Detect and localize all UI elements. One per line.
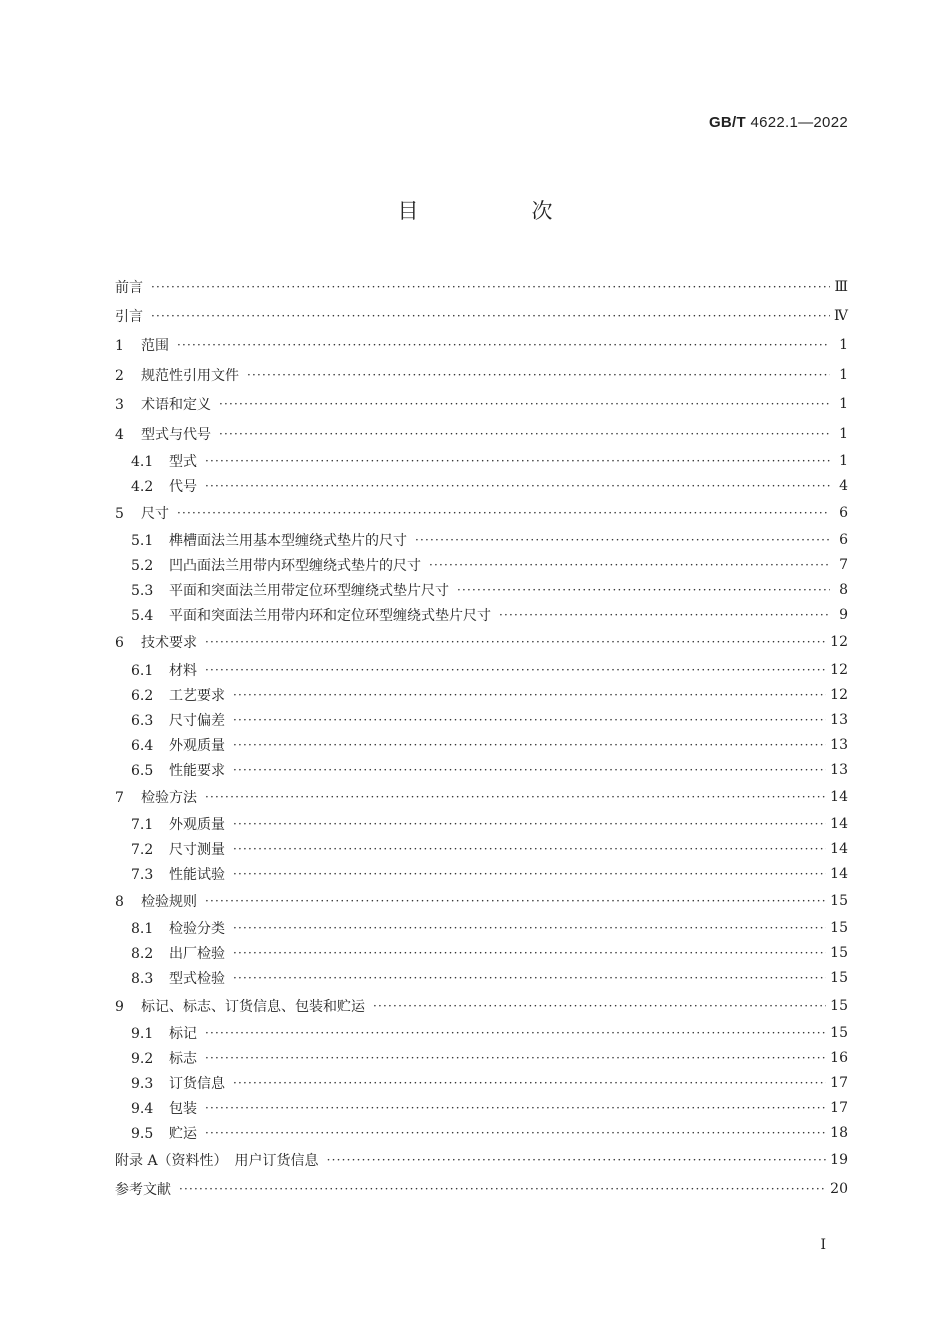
toc-entry-lead bbox=[115, 580, 449, 600]
toc-entry-label: 术语和定义 bbox=[141, 397, 211, 414]
toc-entry-lead bbox=[115, 1023, 197, 1043]
toc-entry-number: 4.2 bbox=[131, 478, 154, 495]
toc-entry-lead bbox=[115, 424, 211, 444]
toc-entry-number: 7.1 bbox=[131, 817, 154, 834]
toc-leader-dots bbox=[177, 338, 830, 352]
toc-entry-lead bbox=[115, 530, 407, 550]
toc-leader-dots bbox=[205, 635, 826, 649]
toc-entry-page: 8 bbox=[839, 582, 848, 599]
toc-leader-dots bbox=[233, 842, 826, 856]
toc-entry[interactable] bbox=[115, 498, 848, 527]
toc-leader-dots bbox=[457, 583, 830, 597]
toc-leader-dots bbox=[373, 999, 826, 1013]
toc-entry-page: 6 bbox=[839, 532, 848, 549]
toc-entry[interactable] bbox=[115, 757, 848, 782]
toc-entry[interactable] bbox=[115, 991, 848, 1020]
toc-leader-dots bbox=[415, 533, 830, 547]
toc-entry-number: 6.5 bbox=[131, 762, 154, 779]
toc-entry-label: 尺寸偏差 bbox=[169, 712, 225, 729]
toc-entry-page: 17 bbox=[830, 1099, 848, 1116]
toc-entry-lead bbox=[115, 891, 197, 911]
toc-entry-page: Ⅲ bbox=[834, 278, 848, 295]
toc-entry[interactable] bbox=[115, 941, 848, 966]
toc-entry-lead bbox=[115, 943, 225, 963]
toc-entry-lead bbox=[115, 660, 197, 680]
toc-entry-page: 12 bbox=[830, 634, 848, 651]
toc-entry[interactable] bbox=[115, 360, 848, 389]
toc-entry-lead bbox=[115, 605, 491, 625]
toc-entry-label: 附录 A（资料性） 用户订货信息 bbox=[115, 1152, 319, 1169]
toc-leader-dots bbox=[179, 1182, 826, 1196]
toc-leader-dots bbox=[205, 1026, 826, 1040]
toc-leader-dots bbox=[219, 397, 830, 411]
toc-entry[interactable] bbox=[115, 301, 848, 330]
toc-entry-label: 性能要求 bbox=[169, 762, 225, 779]
toc-leader-dots bbox=[233, 867, 826, 881]
toc-entry-lead bbox=[115, 814, 225, 834]
toc-entry-number: 5.4 bbox=[131, 608, 154, 625]
toc-leader-dots bbox=[205, 454, 830, 468]
toc-entry[interactable] bbox=[115, 603, 848, 628]
toc-entry-lead bbox=[115, 555, 421, 575]
toc-entry-number: 6.3 bbox=[131, 712, 154, 729]
toc-entry[interactable] bbox=[115, 707, 848, 732]
toc-leader-dots bbox=[205, 1126, 826, 1140]
toc-entry[interactable] bbox=[115, 916, 848, 941]
toc-entry-label: 型式与代号 bbox=[141, 426, 211, 443]
toc-entry-label: 检验方法 bbox=[141, 789, 197, 806]
toc-entry-lead bbox=[115, 864, 225, 884]
toc-leader-dots bbox=[205, 790, 826, 804]
toc-entry-page: 15 bbox=[830, 970, 848, 987]
toc-entry-number: 9.5 bbox=[131, 1125, 154, 1142]
toc-leader-dots bbox=[205, 1051, 826, 1065]
toc-entry[interactable] bbox=[115, 473, 848, 498]
toc-entry-lead bbox=[115, 839, 225, 859]
toc-leader-dots bbox=[499, 608, 830, 622]
toc-entry-page: 15 bbox=[830, 997, 848, 1014]
toc-entry-page: 12 bbox=[830, 661, 848, 678]
toc-entry-lead bbox=[115, 996, 365, 1016]
toc-entry[interactable] bbox=[115, 1175, 848, 1204]
toc-entry-lead bbox=[115, 787, 197, 807]
toc-leader-dots bbox=[205, 894, 826, 908]
toc-entry-number: 1 bbox=[115, 338, 124, 355]
toc-entry-page: 12 bbox=[830, 686, 848, 703]
toc-entry[interactable] bbox=[115, 331, 848, 360]
toc-entry-page: 1 bbox=[839, 452, 848, 469]
toc-entry-lead bbox=[115, 685, 225, 705]
toc-entry[interactable] bbox=[115, 732, 848, 757]
toc-entry[interactable] bbox=[115, 1070, 848, 1095]
toc-entry-lead bbox=[115, 1179, 171, 1199]
toc-entry-label: 代号 bbox=[169, 478, 197, 495]
toc-leader-dots bbox=[233, 817, 826, 831]
toc-entry-page: 17 bbox=[830, 1074, 848, 1091]
toc-entry[interactable] bbox=[115, 966, 848, 991]
toc-entry-label: 引言 bbox=[115, 309, 143, 326]
toc-entry-number: 7.2 bbox=[131, 842, 154, 859]
toc-entry-label: 标志 bbox=[169, 1050, 197, 1067]
toc-leader-dots bbox=[205, 1101, 826, 1115]
toc-entry-number: 8 bbox=[115, 894, 124, 911]
toc-entry-lead bbox=[115, 710, 225, 730]
toc-entry-lead bbox=[115, 335, 169, 355]
toc-entry-number: 9.1 bbox=[131, 1025, 154, 1042]
toc-entry-number: 9.3 bbox=[131, 1075, 154, 1092]
toc-entry-page: 14 bbox=[830, 788, 848, 805]
toc-entry[interactable] bbox=[115, 419, 848, 448]
toc-entry-number: 6.4 bbox=[131, 737, 154, 754]
page-title: 目 次 bbox=[397, 199, 599, 223]
toc-entry-page: 9 bbox=[839, 607, 848, 624]
toc-entry-page: 1 bbox=[839, 366, 848, 383]
toc-entry-label: 贮运 bbox=[169, 1125, 197, 1142]
toc-entry-page: 7 bbox=[839, 557, 848, 574]
toc-entry-label: 外观质量 bbox=[169, 737, 225, 754]
toc-entry-number: 4 bbox=[115, 426, 124, 443]
toc-entry[interactable] bbox=[115, 782, 848, 811]
toc-entry-number: 4.1 bbox=[131, 453, 154, 470]
toc-entry[interactable] bbox=[115, 682, 848, 707]
toc-entry-label: 前言 bbox=[115, 279, 143, 296]
toc-entry-page: 15 bbox=[830, 920, 848, 937]
toc-entry-label: 工艺要求 bbox=[169, 687, 225, 704]
toc-entry-lead bbox=[115, 735, 225, 755]
standard-code bbox=[709, 114, 848, 131]
toc-entry-page: 16 bbox=[830, 1049, 848, 1066]
toc-entry-number: 2 bbox=[115, 367, 124, 384]
toc-entry-label: 订货信息 bbox=[169, 1075, 225, 1092]
toc-entry-label: 范围 bbox=[141, 338, 169, 355]
toc-entry-page: 4 bbox=[839, 477, 848, 494]
toc-entry-number: 7.3 bbox=[131, 867, 154, 884]
toc-entry-page: 6 bbox=[839, 505, 848, 522]
toc-entry-page: 13 bbox=[830, 736, 848, 753]
toc-entry[interactable] bbox=[115, 887, 848, 916]
toc-leader-dots bbox=[233, 688, 826, 702]
toc-entry-page: 1 bbox=[839, 337, 848, 354]
toc-entry[interactable] bbox=[115, 1045, 848, 1070]
toc-entry-label: 外观质量 bbox=[169, 817, 225, 834]
toc-entry[interactable] bbox=[115, 390, 848, 419]
toc-entry-page: 14 bbox=[830, 841, 848, 858]
toc-entry[interactable] bbox=[115, 812, 848, 837]
toc-entry-lead bbox=[115, 1073, 225, 1093]
toc-entry-number: 5.1 bbox=[131, 533, 154, 550]
toc-leader-dots bbox=[233, 1076, 826, 1090]
toc-entry-label: 出厂检验 bbox=[169, 946, 225, 963]
toc-entry-lead bbox=[115, 968, 225, 988]
toc-entry-page: 13 bbox=[830, 711, 848, 728]
toc-entry-number: 8.2 bbox=[131, 946, 154, 963]
toc-leader-dots bbox=[205, 479, 830, 493]
toc-entry-label: 尺寸测量 bbox=[169, 842, 225, 859]
toc-entry-lead bbox=[115, 1098, 197, 1118]
toc-leader-dots bbox=[233, 921, 826, 935]
toc-leader-dots bbox=[233, 946, 826, 960]
toc-entry-number: 7 bbox=[115, 789, 124, 806]
toc-entry-label: 标记 bbox=[169, 1025, 197, 1042]
toc-entry-number: 9.4 bbox=[131, 1100, 154, 1117]
toc-entry-lead bbox=[115, 394, 211, 414]
toc-entry-page: 20 bbox=[830, 1181, 848, 1198]
toc-entry-page: 13 bbox=[830, 761, 848, 778]
toc-entry-page: 15 bbox=[830, 893, 848, 910]
toc-entry-label: 技术要求 bbox=[141, 635, 197, 652]
toc-entry-label: 标记、标志、订货信息、包装和贮运 bbox=[141, 998, 365, 1015]
toc-leader-dots bbox=[233, 763, 826, 777]
toc-entry-label: 包装 bbox=[169, 1100, 197, 1117]
toc-entry[interactable] bbox=[115, 272, 848, 301]
toc-entry-number: 9 bbox=[115, 998, 124, 1015]
toc-entry[interactable] bbox=[115, 1145, 848, 1174]
toc-entry-number: 8.3 bbox=[131, 971, 154, 988]
standard-number: 4622.1—2022 bbox=[750, 114, 848, 131]
toc-leader-dots bbox=[247, 368, 830, 382]
toc-entry-label: 尺寸 bbox=[141, 506, 169, 523]
toc-entry-number: 3 bbox=[115, 397, 124, 414]
toc-entry-lead bbox=[115, 365, 239, 385]
toc-entry[interactable] bbox=[115, 837, 848, 862]
toc-entry-lead bbox=[115, 1048, 197, 1068]
table-of-contents bbox=[115, 272, 848, 1204]
toc-entry-lead bbox=[115, 306, 143, 326]
toc-entry-number: 5 bbox=[115, 506, 124, 523]
toc-entry-label: 凹凸面法兰用带内环型缠绕式垫片的尺寸 bbox=[169, 558, 421, 575]
toc-entry-label: 规范性引用文件 bbox=[141, 367, 239, 384]
toc-leader-dots bbox=[233, 738, 826, 752]
toc-entry-label: 型式 bbox=[169, 453, 197, 470]
toc-entry-page: 19 bbox=[830, 1151, 848, 1168]
toc-entry-label: 参考文献 bbox=[115, 1182, 171, 1199]
toc-entry[interactable] bbox=[115, 1120, 848, 1145]
toc-leader-dots bbox=[327, 1153, 827, 1167]
toc-entry-label: 型式检验 bbox=[169, 971, 225, 988]
toc-entry-lead bbox=[115, 503, 169, 523]
toc-entry[interactable] bbox=[115, 1095, 848, 1120]
toc-entry-lead bbox=[115, 1123, 197, 1143]
toc-entry-label: 材料 bbox=[169, 662, 197, 679]
toc-entry[interactable] bbox=[115, 628, 848, 657]
toc-entry-page: 15 bbox=[830, 1024, 848, 1041]
toc-leader-dots bbox=[205, 663, 826, 677]
toc-entry-page: 14 bbox=[830, 816, 848, 833]
page-folio: I bbox=[820, 1237, 826, 1253]
toc-entry-lead bbox=[115, 918, 225, 938]
toc-entry-lead bbox=[115, 451, 197, 471]
toc-entry-lead bbox=[115, 760, 225, 780]
toc-entry-page: 15 bbox=[830, 945, 848, 962]
toc-entry-number: 8.1 bbox=[131, 921, 154, 938]
toc-entry[interactable] bbox=[115, 553, 848, 578]
toc-entry-lead bbox=[115, 277, 143, 297]
toc-entry-label: 平面和突面法兰用带内环和定位环型缠绕式垫片尺寸 bbox=[169, 608, 491, 625]
toc-entry-label: 性能试验 bbox=[169, 867, 225, 884]
toc-entry-number: 5.3 bbox=[131, 583, 154, 600]
toc-entry-number: 6.1 bbox=[131, 662, 154, 679]
toc-entry[interactable] bbox=[115, 578, 848, 603]
toc-entry-lead bbox=[115, 476, 197, 496]
toc-entry-number: 5.2 bbox=[131, 558, 154, 575]
standard-prefix: GB/T bbox=[708, 114, 746, 131]
toc-entry-label: 平面和突面法兰用带定位环型缠绕式垫片尺寸 bbox=[169, 583, 449, 600]
toc-entry[interactable] bbox=[115, 657, 848, 682]
toc-leader-dots bbox=[429, 558, 830, 572]
toc-entry[interactable] bbox=[115, 862, 848, 887]
toc-entry-label: 榫槽面法兰用基本型缠绕式垫片的尺寸 bbox=[169, 533, 407, 550]
toc-entry[interactable] bbox=[115, 1020, 848, 1045]
toc-entry-number: 6 bbox=[115, 635, 124, 652]
toc-entry[interactable] bbox=[115, 528, 848, 553]
toc-entry-page: Ⅳ bbox=[834, 308, 848, 325]
toc-entry-page: 14 bbox=[830, 866, 848, 883]
toc-entry-page: 1 bbox=[839, 425, 848, 442]
toc-leader-dots bbox=[219, 427, 830, 441]
toc-leader-dots bbox=[151, 280, 830, 294]
toc-entry-label: 检验分类 bbox=[169, 921, 225, 938]
toc-entry-number: 9.2 bbox=[131, 1050, 154, 1067]
toc-entry[interactable] bbox=[115, 448, 848, 473]
toc-entry-number: 6.2 bbox=[131, 687, 154, 704]
toc-entry-page: 1 bbox=[839, 396, 848, 413]
toc-leader-dots bbox=[151, 309, 830, 323]
toc-entry-label: 检验规则 bbox=[141, 894, 197, 911]
toc-entry-lead bbox=[115, 632, 197, 652]
toc-leader-dots bbox=[177, 506, 830, 520]
toc-leader-dots bbox=[233, 713, 826, 727]
toc-leader-dots bbox=[233, 971, 826, 985]
toc-entry-lead bbox=[115, 1150, 319, 1170]
toc-entry-page: 18 bbox=[830, 1124, 848, 1141]
